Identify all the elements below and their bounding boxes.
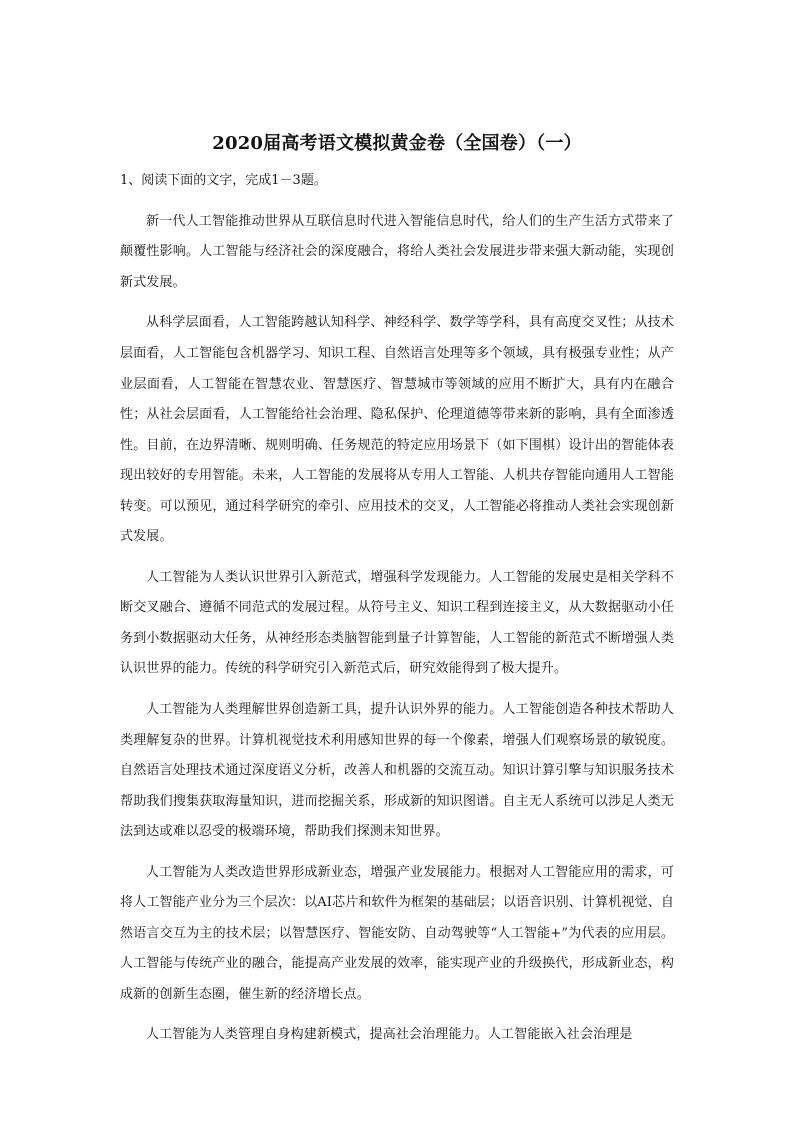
paragraph-2: 从科学层面看，人工智能跨越认知科学、神经科学、数学等学科，具有高度交叉性；从技术层面看，人工智能包含机器学习、知识工程、自然语言处理等多个领域，具有极强专业性；从产业层面看，人工智能在智慧农业、智慧医疗、智慧城市等领域的应用不断扩大，具有内在融合性；从社会层面看，人工智能给社会治理、隐私保护、伦理道德等带来新的影响，具有全面渗透性。目前，在边界清晰、规则明确、任务规范的特定应用场景下（如下围棋）设计出的智能体表现出较好的专用智能。未来，人工智能的发展将从专用人工智能、人机共存智能向通用人工智能转变。可以预见，通过科学研究的牵引、应用技术的交叉，人工智能必将推动人类社会实现创新式发展。 — [120, 315, 674, 545]
question-instruction: 1、阅读下面的文字，完成1－3题。 — [120, 173, 327, 188]
document-title: 2020届高考语文模拟黄金卷（全国卷）（一） — [212, 133, 582, 154]
paragraph-5: 人工智能为人类改造世界形成新业态，增强产业发展能力。根据对人工智能应用的需求，可将人工智能产业分为三个层次：以AI芯片和软件为框架的基础层；以语音识别、计算机视觉、自然语言交互为主的技术层；以智慧医疗、智能安防、自动驾驶等“人工智能+”为代表的应用层。人工智能与传统产业的融合，能提高产业发展的效率，能实现产业的升级换代，形成新业态，构成新的创新生态圈，催生新的经济增长点。 — [120, 864, 674, 1002]
paragraph-4: 人工智能为人类理解世界创造新工具，提升认识外界的能力。人工智能创造各种技术帮助人类理解复杂的世界。计算机视觉技术利用感知世界的每一个像素，增强人们观察场景的敏锐度。自然语言处理技术通过深度语义分析，改善人和机器的交流互动。知识计算引擎与知识服务技术帮助我们搜集获取海量知识，进而挖掘关系，形成新的知识图谱。自主无人系统可以涉足人类无法到达或难以忍受的极端环境，帮助我们探测未知世界。 — [120, 702, 674, 840]
paragraph-1: 新一代人工智能推动世界从互联信息时代进入智能信息时代，给人们的生产生活方式带来了颠覆性影响。人工智能与经济社会的深度融合，将给人类社会发展进步带来强大新动能，实现创新式发展。 — [120, 213, 674, 290]
paragraph-6: 人工智能为人类管理自身构建新模式，提高社会治理能力。人工智能嵌入社会治理是 — [146, 1027, 633, 1043]
paragraph-3: 人工智能为人类认识世界引入新范式，增强科学发现能力。人工智能的发展史是相关学科不断交叉融合、遵循不同范式的发展过程。从符号主义、知识工程到连接主义，从大数据驱动小任务到小数据驱动大任务，从神经形态类脑智能到量子计算智能，人工智能的新范式不断增强人类认识世界的能力。传统的科学研究引入新范式后，研究效能得到了极大提升。 — [120, 569, 674, 677]
